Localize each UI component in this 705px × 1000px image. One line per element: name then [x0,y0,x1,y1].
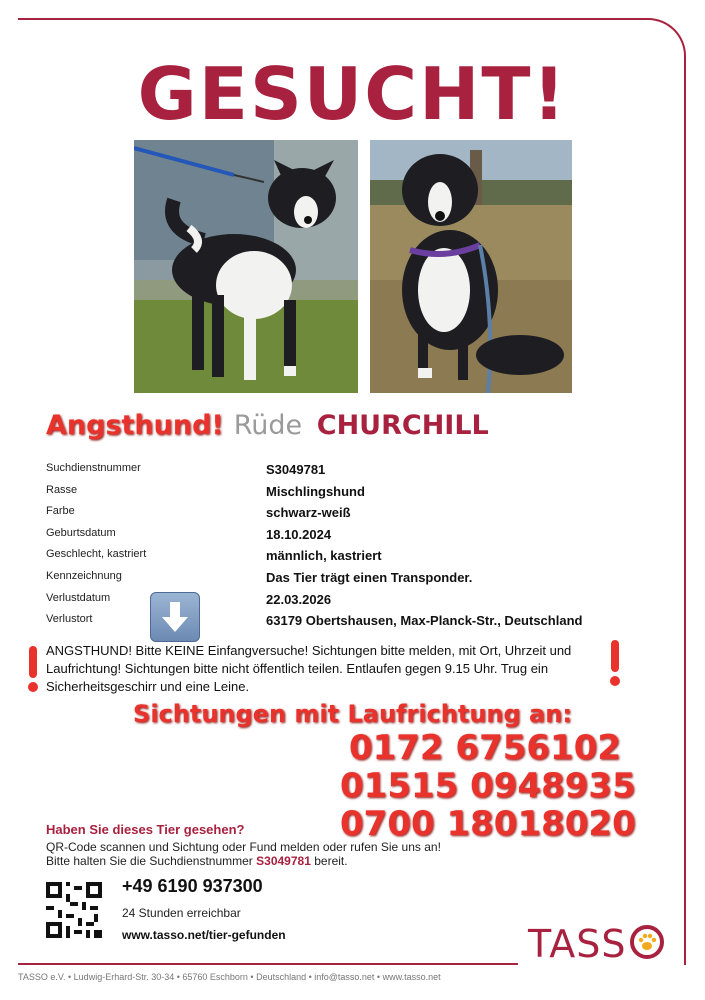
title-name: CHURCHILL [316,410,489,441]
contact-website-link[interactable]: www.tasso.net/tier-gefunden [122,928,286,942]
dog-photo-standing [134,140,358,393]
info-label: Rasse [46,484,78,496]
info-value: 22.03.2026 [266,592,332,607]
dog-photo-sitting [370,140,572,393]
info-label: Geburtsdatum [46,527,116,539]
title-warning: Angsthund! [46,410,224,441]
tasso-logo-text: TASS [528,922,627,966]
info-value: 63179 Obertshausen, Max-Planck-Str., Deutschland [266,613,583,628]
seen-line-2-suffix: bereit. [314,854,348,868]
title-row [46,410,489,441]
contact-phone[interactable]: +49 6190 937300 [122,876,263,896]
seen-line-2-prefix: Bitte halten Sie die Suchdienstnummer [46,854,253,868]
info-value: männlich, kastriert [266,548,382,563]
info-value: Das Tier trägt einen Transponder. [266,570,473,585]
info-label: Verlustort [46,613,93,625]
info-label: Geschlecht, kastriert [46,548,147,560]
info-value: 18.10.2024 [266,527,332,542]
exclamation-icon [26,646,40,694]
info-label: Kennzeichnung [46,570,122,582]
sighting-phone[interactable]: 0172 6756102 [348,728,622,768]
info-label: Verlustdatum [46,592,111,604]
notice-text: ANGSTHUND! Bitte KEINE Einfangversuche! Sichtungen bitte melden, mit Ort, Uhrzeit und Laufrichtung! Sichtungen bitte nicht öffentlich teilen. Entlaufen gegen 9.15 Uhr. Trug ein Sicherheitsgeschirr und eine Leine. [46,643,572,694]
seen-line-2-id: S3049781 [256,854,311,868]
paw-icon [629,924,665,969]
info-value: schwarz-weiß [266,505,351,520]
sighting-phone[interactable]: 0700 18018020 [340,804,636,844]
down-arrow-icon [150,592,200,642]
info-label: Farbe [46,505,75,517]
info-value: Mischlingshund [266,484,365,499]
title-sex: Rüde [233,410,303,441]
seen-line-2 [46,854,348,868]
sightings-heading: Sichtungen mit Laufrichtung an: [133,700,572,728]
qr-code-icon[interactable] [46,882,102,938]
contact-availability: 24 Stunden erreichbar [122,906,241,920]
sighting-phone[interactable]: 01515 0948935 [340,766,636,806]
tasso-logo [528,922,665,969]
footer-address: TASSO e.V. • Ludwig-Erhard-Str. 30-34 • 65760 Eschborn • Deutschland • info@tasso.net • www.tasso.net [18,972,441,982]
seen-question: Haben Sie dieses Tier gesehen? [46,822,245,837]
info-value: S3049781 [266,462,326,477]
frame-bottom-line [18,963,518,965]
info-label: Suchdienstnummer [46,462,141,474]
headline: GESUCHT! [137,52,568,136]
seen-line-1: QR-Code scannen und Sichtung oder Fund melden oder rufen Sie uns an! [46,840,441,854]
